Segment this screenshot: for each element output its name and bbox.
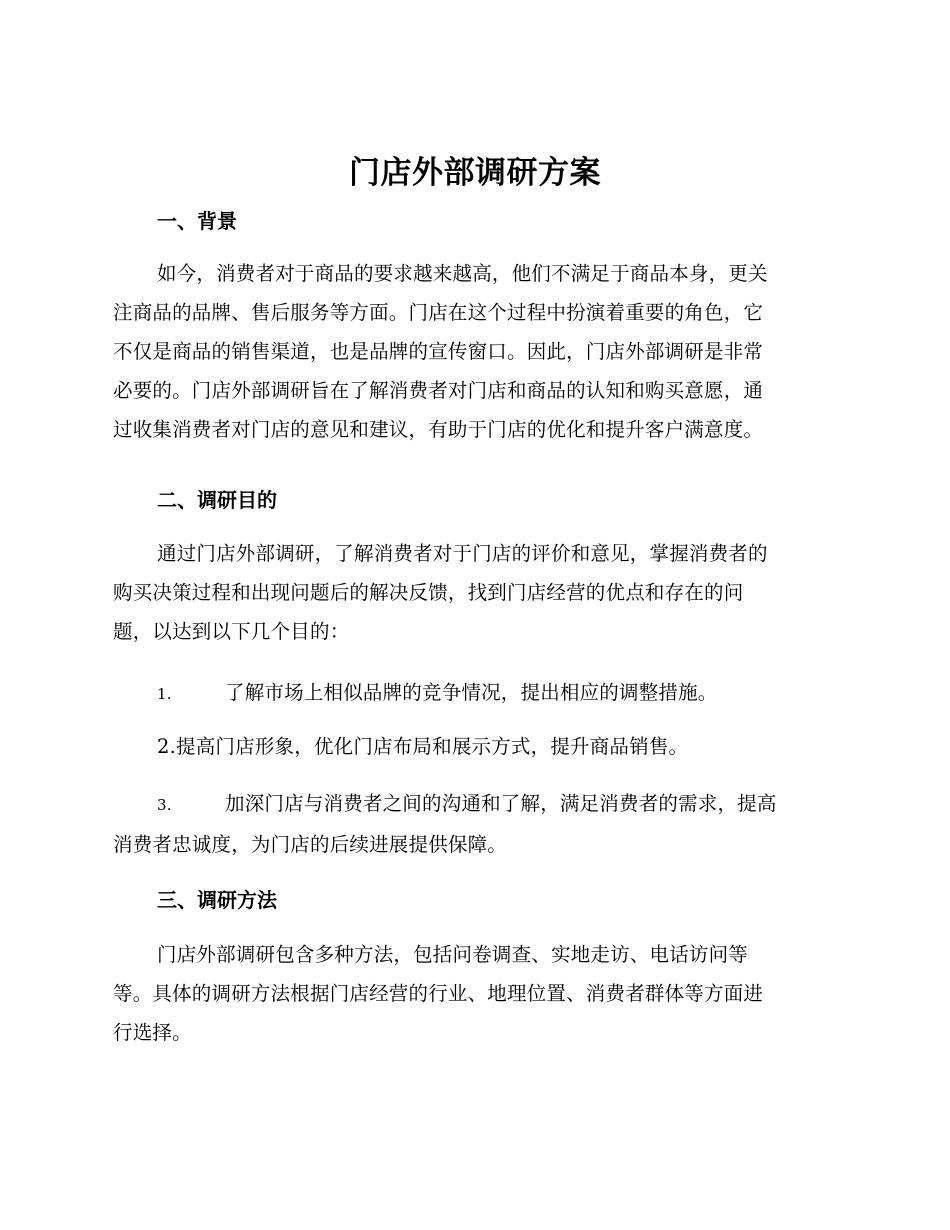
list-item xyxy=(113,673,843,714)
list-item-continuation: 消费者忠诚度，为门店的后续进展提供保障。 xyxy=(113,833,508,856)
list-item-number: 3. xyxy=(157,796,172,814)
paragraph-line: 购买决策过程和出现问题后的解决反馈，找到门店经营的优点和存在的问 xyxy=(113,581,744,604)
list-item-text: 提高门店形象，优化门店布局和展示方式，提升商品销售。 xyxy=(176,735,689,758)
paragraph-line: 注商品的品牌、售后服务等方面。门店在这个过程中扮演着重要的角色，它 xyxy=(113,301,764,324)
list-item-number: 2. xyxy=(157,735,177,758)
list-item-text: 了解市场上相似品牌的竞争情况，提出相应的调整措施。 xyxy=(225,681,718,704)
list-item xyxy=(113,784,843,864)
section-heading-purpose: 二、调研目的 xyxy=(157,488,277,512)
list-item-number: 1. xyxy=(157,685,172,703)
section-paragraph-method xyxy=(113,935,843,1052)
paragraph-line: 如今，消费者对于商品的要求越来越高，他们不满足于商品本身，更关 xyxy=(157,262,768,285)
paragraph-line: 过收集消费者对门店的意见和建议，有助于门店的优化和提升客户满意度。 xyxy=(113,418,764,441)
section-heading-method: 三、调研方法 xyxy=(157,888,277,912)
paragraph-line: 不仅是商品的销售渠道，也是品牌的宣传窗口。因此，门店外部调研是非常 xyxy=(113,340,764,363)
list-item xyxy=(113,727,843,766)
paragraph-line: 通过门店外部调研，了解消费者对于门店的评价和意见，掌握消费者的 xyxy=(157,542,768,565)
paragraph-line: 题，以达到以下几个目的： xyxy=(113,620,350,643)
paragraph-line: 等。具体的调研方法根据门店经营的行业、地理位置、消费者群体等方面进 xyxy=(113,982,764,1005)
section-paragraph-purpose xyxy=(113,534,843,651)
section-heading-background: 一、背景 xyxy=(157,209,237,233)
paragraph-line: 必要的。门店外部调研旨在了解消费者对门店和商品的认知和购买意愿，通 xyxy=(113,379,764,402)
paragraph-line: 行选择。 xyxy=(113,1021,192,1044)
document-title: 门店外部调研方案 xyxy=(349,155,601,191)
section-paragraph-background xyxy=(113,254,843,449)
paragraph-line: 门店外部调研包含多种方法，包括问卷调查、实地走访、电话访问等 xyxy=(157,943,749,966)
list-item-text: 加深门店与消费者之间的沟通和了解，满足消费者的需求，提高 xyxy=(225,792,777,815)
